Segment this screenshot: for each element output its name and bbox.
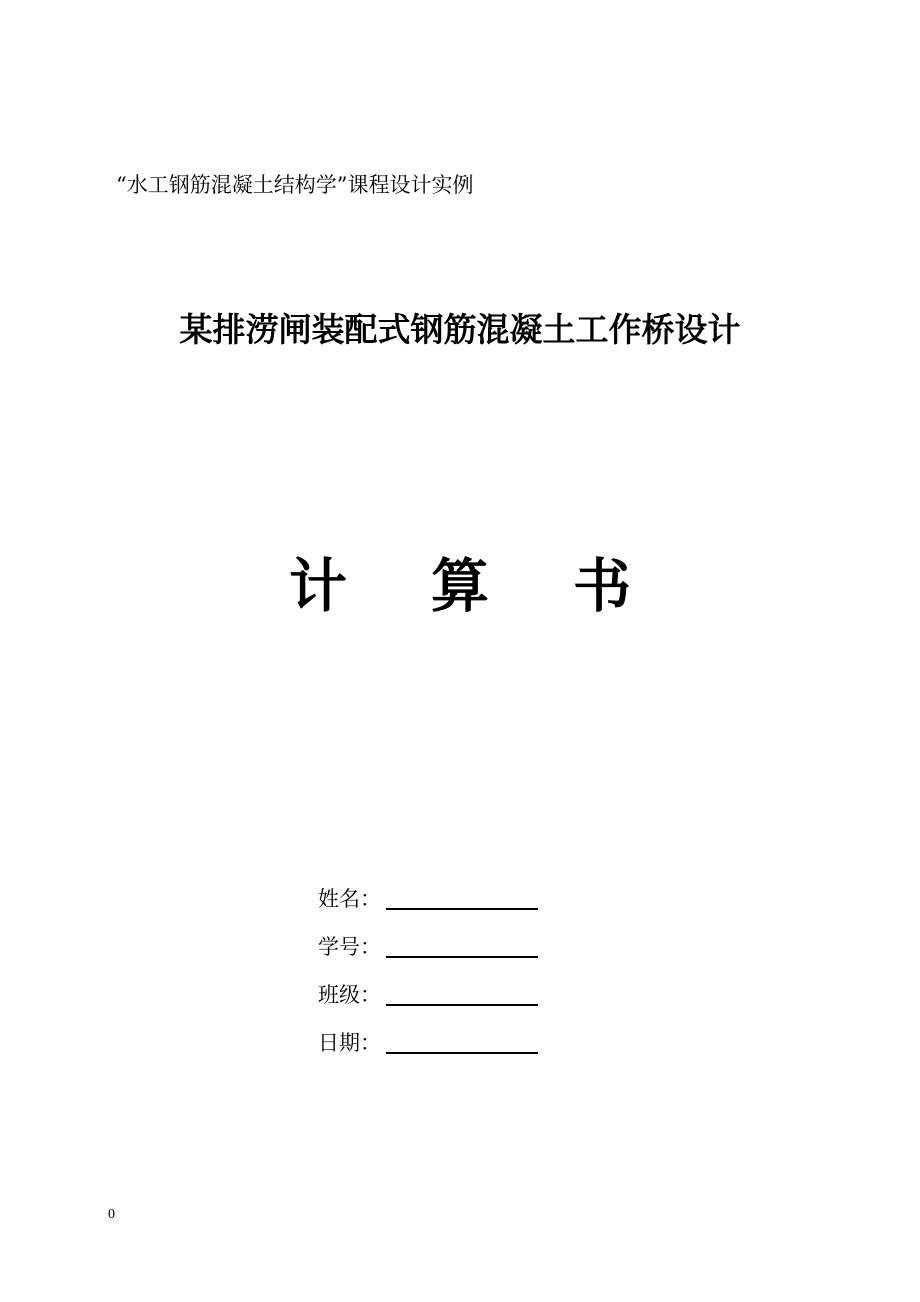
name-blank-line[interactable] <box>386 908 538 910</box>
page-number: 0 <box>108 1207 115 1222</box>
name-label: 姓名： <box>318 887 381 911</box>
heading-char-ji: 计 <box>288 552 347 620</box>
form-row-date <box>318 1010 538 1058</box>
date-label: 日期： <box>318 1031 381 1055</box>
calculation-book-heading <box>0 546 920 626</box>
class-label: 班级： <box>318 983 381 1007</box>
date-blank-line[interactable] <box>386 1052 538 1054</box>
student-id-label: 学号： <box>318 935 381 959</box>
info-form <box>318 866 538 1058</box>
form-row-name <box>318 866 538 914</box>
form-row-student-id <box>318 914 538 962</box>
class-blank-line[interactable] <box>386 1004 538 1006</box>
heading-char-shu: 书 <box>573 552 632 620</box>
form-row-class <box>318 962 538 1010</box>
document-title: 某排涝闸装配式钢筋混凝土工作桥设计 <box>179 310 741 349</box>
heading-char-suan: 算 <box>430 552 489 620</box>
course-subtitle: “水工钢筋混凝土结构学”课程设计实例 <box>116 173 474 197</box>
student-id-blank-line[interactable] <box>386 956 538 958</box>
